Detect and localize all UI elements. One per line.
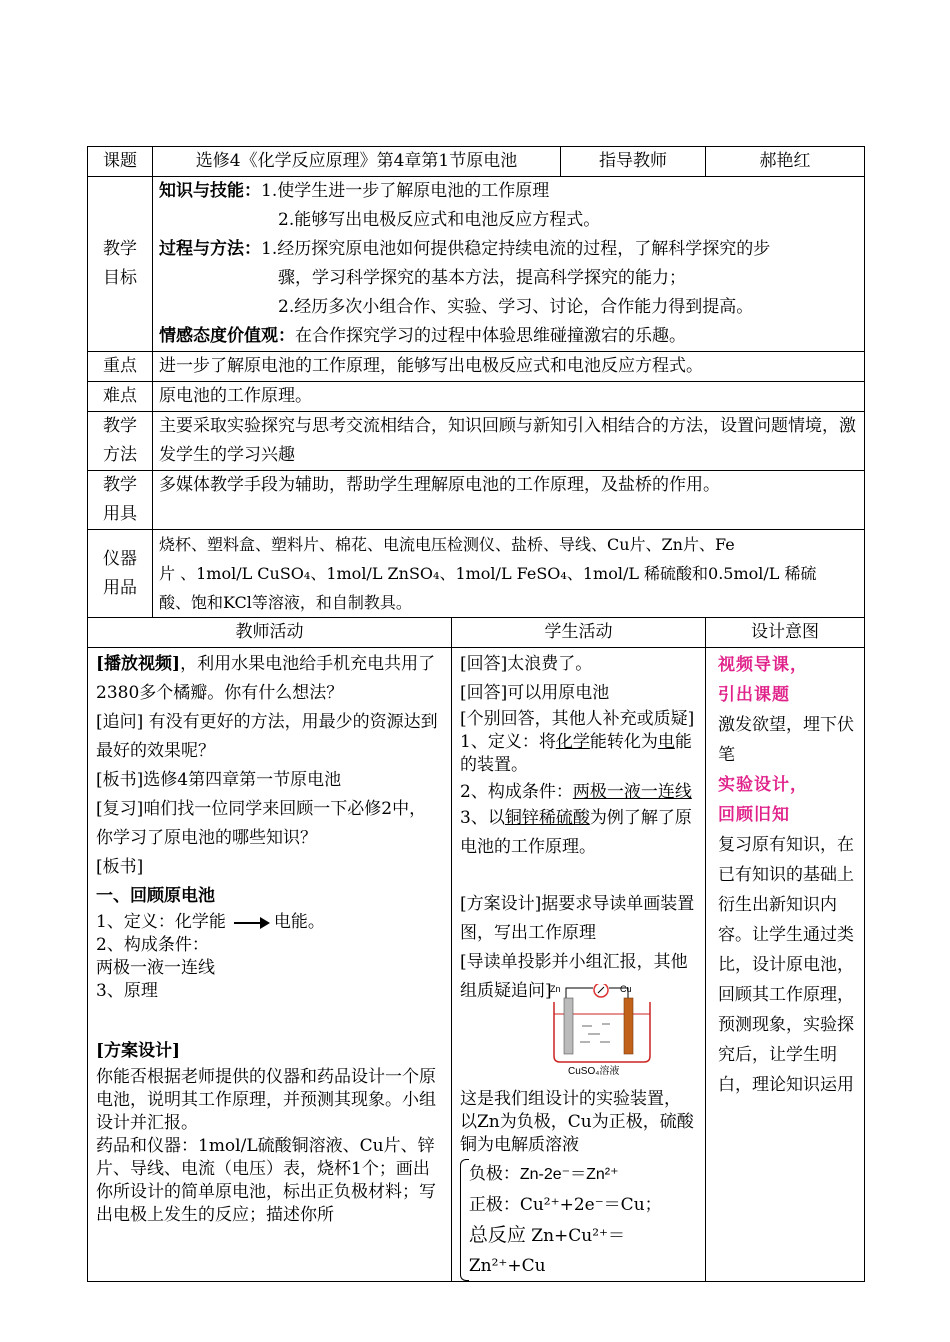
board-label: [板书]	[96, 857, 144, 877]
column-header-row	[88, 618, 865, 648]
device-paragraph: 这是我们组设计的实验装置，以Zn为负极，Cu为正极，硫酸铜为电解质溶液	[460, 1089, 694, 1155]
difficulty-label: 难点	[88, 382, 153, 412]
student-condition: 2、构成条件：两极一液一连线	[460, 782, 692, 802]
header-row	[88, 147, 865, 177]
plan-paragraph: [方案设计]据要求导读单画装置图，写出工作原理	[460, 894, 695, 943]
knowledge-title: 知识与技能：	[159, 181, 261, 201]
key-point-row	[88, 352, 865, 382]
topic-label: 课题	[88, 147, 153, 177]
zinc-electrode	[564, 998, 573, 1054]
followup-paragraph: [追问] 有没有更好的方法，用最少的资源达到最好的效果呢？	[96, 712, 438, 761]
emotion-title: 情感态度价值观：	[159, 326, 295, 346]
process-title: 过程与方法：	[159, 239, 261, 259]
intent-heading-4: 回顾旧知	[718, 805, 790, 825]
materials-paragraph: 药品和仪器：1mol/L硫酸铜溶液、Cu片、锌片、导线、电流（电压）表，烧杯1个；画出你所设计的简单原电池，标出正负极材料；写出电极上发生的反应；描述你所	[96, 1136, 436, 1225]
instruments-text: 烧杯、塑料盒、塑料片、棉花、电流电压检测仪、盐桥、导线、Cu片、Zn片、Fe 片 、1mol/L CuSO₄、1mol/L ZnSO₄、1mol/L FeSO₄、1mol/L 稀硫酸和0.5mol/L 稀硫 酸、饱和KCl等溶液，和自制教具。	[153, 530, 865, 618]
advisor-label: 指导教师	[561, 147, 706, 177]
review-paragraph: [复习]咱们找一位同学来回顾一下必修2中，你学习了原电池的哪些知识？	[96, 799, 427, 848]
student-definition: 1、定义：将化学能转化为电能的装置。	[460, 732, 692, 775]
equations	[460, 1159, 697, 1281]
answer-3: [个别回答，其他人补充或质疑]	[460, 709, 695, 729]
student-column-header: 学生活动	[452, 618, 706, 648]
difficulty-row	[88, 382, 865, 412]
negative-equation: 负极：Zn-2e⁻＝Zn²⁺	[468, 1164, 619, 1184]
condition-line: 2、构成条件：	[96, 935, 209, 955]
method-label: 教学 方法	[88, 412, 153, 471]
teacher-column-header: 教师活动	[88, 618, 452, 648]
tools-row	[88, 471, 865, 530]
intent-heading-1: 视频导课，	[718, 655, 808, 675]
principle-line: 3、原理	[96, 981, 158, 1001]
condition-value: 两极一液一连线	[96, 958, 215, 978]
method-text: 主要采取实验探究与思考交流相结合，知识回顾与新知引入相结合的方法，设置问题情境，激发学生的学习兴趣	[153, 412, 865, 471]
objectives-row	[88, 177, 865, 352]
answer-1: [回答]太浪费了。	[460, 654, 593, 674]
answer-2: [回答]可以用原电池	[460, 683, 610, 703]
objectives-label: 教学 目标	[88, 177, 153, 352]
zinc-label: Zn	[550, 984, 561, 994]
instruments-row	[88, 530, 865, 618]
intent-column-header: 设计意图	[706, 618, 865, 648]
galvanic-cell-figure	[548, 984, 660, 1076]
positive-equation: 正极：Cu²⁺+2e⁻＝Cu；	[468, 1195, 662, 1215]
key-point-text: 进一步了解原电池的工作原理，能够写出电极反应式和电池反应方程式。	[153, 352, 865, 382]
lesson-plan-table	[87, 146, 865, 1282]
teacher-activity	[88, 648, 452, 1282]
activities-row	[88, 648, 865, 1282]
student-principle: 3、以铜锌稀硫酸为例了解了原电池的工作原理。	[460, 808, 692, 857]
tools-text: 多媒体教学手段为辅助，帮助学生理解原电池的工作原理，及盐桥的作用。	[153, 471, 865, 530]
objectives-content: 知识与技能：1.使学生进一步了解原电池的工作原理 2.能够写出电极反应式和电池反应方程式。 过程与方法：1.经历探究原电池如何提供稳定持续电流的过程，了解科学探究的步 骤，学习科学探究的基本方法，提高科学探究的能力； 2.经历多次小组合作、实验、学习、讨论，合作能力得到提高。 情感态度价值观：在合作探究学习的过程中体验思维碰撞激宕的乐趣。	[153, 177, 865, 352]
intent-heading-3: 实验设计，	[718, 775, 808, 795]
copper-electrode	[624, 998, 633, 1054]
tools-label: 教学 用具	[88, 471, 153, 530]
intent-text-1: 激发欲望，埋下伏笔	[718, 715, 854, 765]
topic-value: 选修4《化学反应原理》第4章第1节原电池	[153, 147, 561, 177]
total-equation: 总反应 Zn+Cu²⁺＝Zn²⁺+Cu	[468, 1224, 626, 1276]
solution-label: CuSO₄溶液	[568, 1066, 620, 1076]
section-heading: 一、回顾原电池	[96, 886, 215, 906]
copper-label: Cu	[620, 984, 632, 994]
design-heading: [方案设计]	[96, 1041, 181, 1061]
brace-icon	[460, 1159, 469, 1281]
method-row	[88, 412, 865, 471]
key-point-label: 重点	[88, 352, 153, 382]
arrow-icon	[234, 922, 268, 924]
lesson-plan	[87, 146, 864, 1282]
design-paragraph: 你能否根据老师提供的仪器和药品设计一个原电池，说明其工作原理，并预测其现象。小组设计并汇报。	[96, 1067, 436, 1133]
board-title: [板书]选修4第四章第一节原电池	[96, 770, 342, 790]
advisor-value: 郝艳红	[706, 147, 865, 177]
guide-paragraph: [导读单投影并小组汇报，其他组质疑追问]	[460, 952, 688, 1001]
intent-heading-2: 引出课题	[718, 685, 790, 705]
student-activity	[452, 648, 706, 1282]
definition-line: 1、定义：化学能 电能。	[96, 912, 325, 932]
difficulty-text: 原电池的工作原理。	[153, 382, 865, 412]
video-paragraph: [播放视频]，利用水果电池给手机充电共用了2380多个橘瓣。你有什么想法？	[96, 654, 436, 703]
design-intent	[706, 648, 865, 1282]
instruments-label: 仪器 用品	[88, 530, 153, 618]
intent-text-2: 复习原有知识，在已有知识的基础上衍生出新知识内容。让学生通过类比，设计原电池，回顾其工作原理，预测现象，实验探究后，让学生明白，理论知识运用	[718, 835, 854, 1095]
